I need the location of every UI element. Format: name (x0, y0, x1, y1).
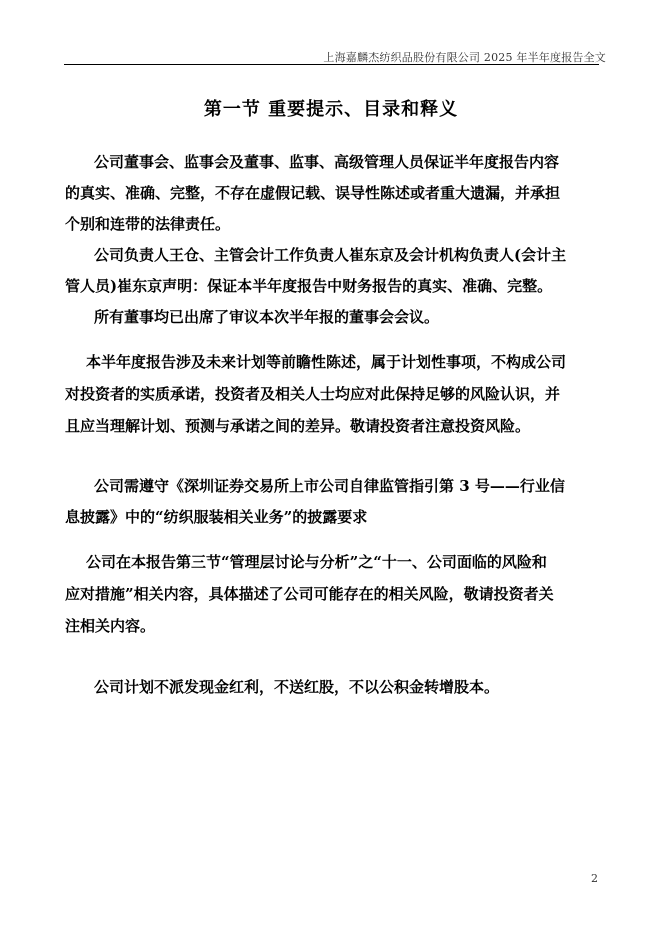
paragraph-1-line-3: 个别和连带的法律责任。 (65, 215, 231, 233)
header-divider (64, 64, 599, 65)
paragraph-5-line-2: 息披露》中的“纺织服装相关业务”的披露要求 (65, 508, 368, 526)
paragraph-6-line-2: 应对措施”相关内容，具体描述了公司可能存在的相关风险，敬请投资者关 (65, 585, 554, 603)
paragraph-6-line-3: 注相关内容。 (65, 617, 156, 635)
paragraph-4-line-1: 本半年度报告涉及未来计划等前瞻性陈述，属于计划性事项，不构成公司 (86, 353, 567, 371)
paragraph-4-line-3: 且应当理解计划、预测与承诺之间的差异。敬请投资者注意投资风险。 (65, 417, 531, 435)
paragraph-1-line-2: 的真实、准确、完整，不存在虚假记载、误导性陈述或者重大遗漏，并承担 (65, 184, 561, 202)
paragraph-4-line-2: 对投资者的实质承诺，投资者及相关人士均应对此保持足够的风险认识，并 (65, 385, 561, 403)
paragraph-7-line-1: 公司计划不派发现金红利，不送红股，不以公积金转增股本。 (94, 678, 500, 696)
page-number: 2 (591, 872, 598, 885)
running-header: 上海嘉麟杰纺织品股份有限公司 2025 年半年度报告全文 (323, 51, 606, 64)
paragraph-2-line-2: 管人员)崔东京声明：保证本半年度报告中财务报告的真实、准确、完整。 (65, 277, 553, 295)
paragraph-2-line-1: 公司负责人王仓、主管会计工作负责人崔东京及会计机构负责人(会计主 (94, 246, 567, 264)
paragraph-6-line-1: 公司在本报告第三节“管理层讨论与分析”之“十一、公司面临的风险和 (86, 553, 547, 571)
paragraph-5-line-1: 公司需遵守《深圳证券交易所上市公司自律监管指引第 3 号——行业信 (94, 477, 565, 495)
section-title: 第一节 重要提示、目录和释义 (203, 99, 459, 120)
paragraph-1-line-1: 公司董事会、监事会及董事、监事、高级管理人员保证半年度报告内容 (94, 153, 560, 171)
paragraph-3-line-1: 所有董事均已出席了审议本次半年报的董事会会议。 (94, 308, 440, 326)
